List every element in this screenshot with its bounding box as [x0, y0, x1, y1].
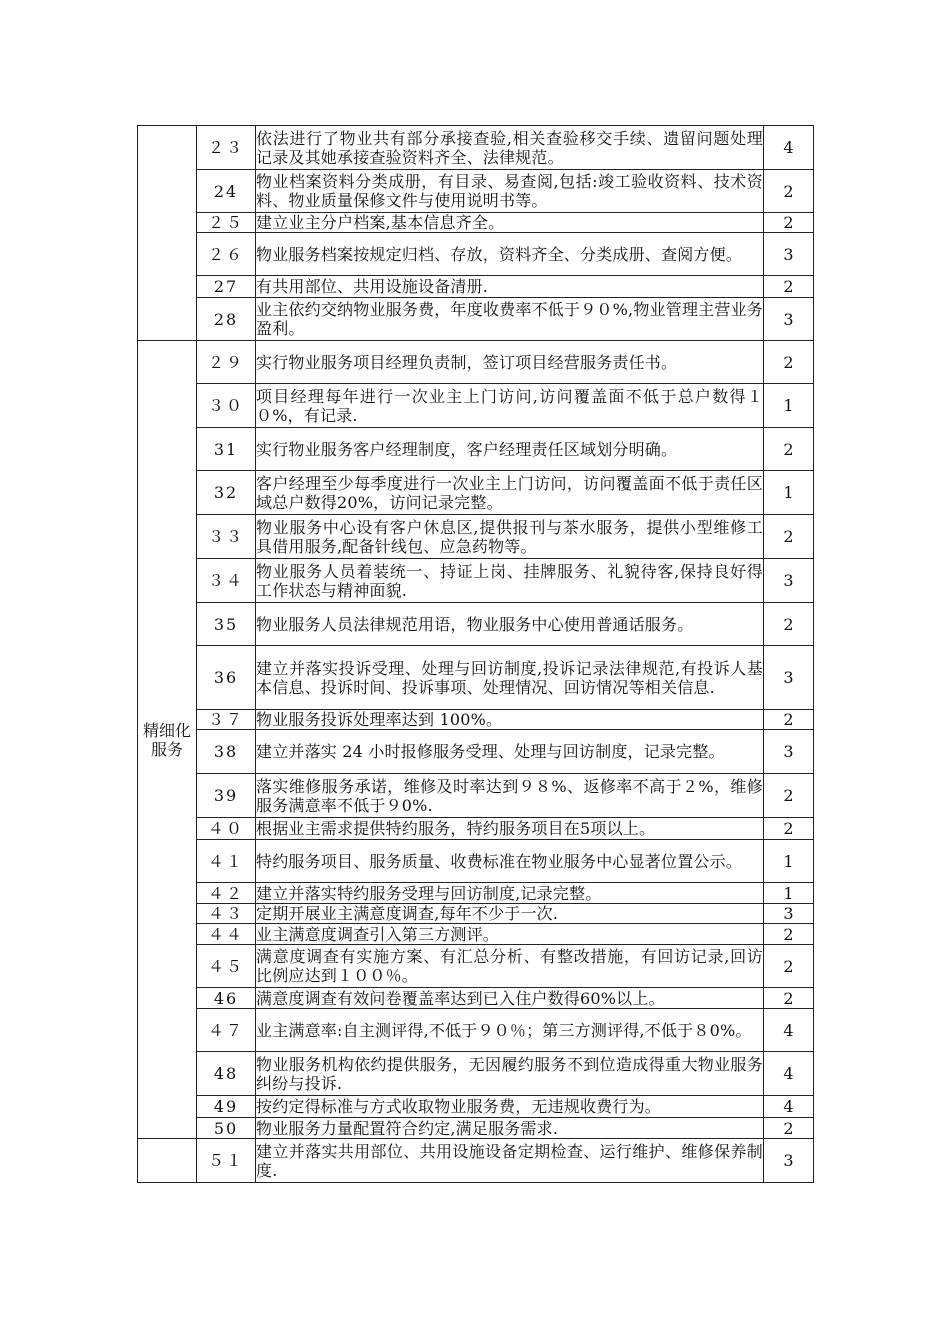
item-score: 2 [764, 276, 814, 298]
item-number: ２５ [197, 213, 256, 233]
item-description: 建立并落实共用部位、共用设施设备定期检查、运行维护、维修保养制度. [256, 1139, 764, 1183]
table-row [138, 126, 814, 170]
table-row [138, 341, 814, 384]
item-score: 2 [764, 988, 814, 1009]
item-description: 根据业主需求提供特约服务，特约服务项目在5项以上。 [256, 818, 764, 840]
item-score: 2 [764, 1118, 814, 1139]
table-row [138, 276, 814, 298]
item-score: 1 [764, 384, 814, 428]
item-number: 27 [197, 276, 256, 298]
table-row [138, 924, 814, 945]
item-description: 项目经理每年进行一次业主上门访问,访问覆盖面不低于总户数得１０%，有记录. [256, 384, 764, 428]
item-description: 满意度调查有实施方案、有汇总分析、有整改措施，有回访记录,回访比例应达到１００％。 [256, 945, 764, 988]
table-row [138, 1096, 814, 1118]
item-number: 49 [197, 1096, 256, 1118]
item-score: 1 [764, 840, 814, 883]
item-score: 2 [764, 515, 814, 559]
item-score: 2 [764, 428, 814, 471]
item-score: 2 [764, 924, 814, 945]
item-description: 建立并落实 24 小时报修服务受理、处理与回访制度，记录完整。 [256, 730, 764, 774]
table-row [138, 515, 814, 559]
item-score: 2 [764, 170, 814, 213]
item-description: 客户经理至少每季度进行一次业主上门访问，访问覆盖面不低于责任区域总户数得20%，访问记录完整。 [256, 471, 764, 515]
item-description: 物业服务中心设有客户休息区,提供报刊与茶水服务，提供小型维修工具借用服务,配备针线包、应急药物等。 [256, 515, 764, 559]
table-row [138, 1009, 814, 1052]
table-row [138, 840, 814, 883]
item-score: 2 [764, 945, 814, 988]
item-number: ２９ [197, 341, 256, 384]
item-description: 业主满意率:自主测评得,不低于９０％；第三方测评得,不低于８0%。 [256, 1009, 764, 1052]
item-score: 3 [764, 298, 814, 341]
item-score: 3 [764, 1139, 814, 1183]
item-description: 物业服务投诉处理率达到 100%。 [256, 710, 764, 730]
table-row [138, 298, 814, 341]
item-description: 建立并落实特约服务受理与回访制度,记录完整。 [256, 883, 764, 904]
table-row [138, 213, 814, 233]
item-score: 3 [764, 904, 814, 924]
score-table [137, 125, 814, 1183]
item-number: 50 [197, 1118, 256, 1139]
item-number: ４７ [197, 1009, 256, 1052]
item-description: 有共用部位、共用设施设备清册. [256, 276, 764, 298]
item-description: 物业服务力量配置符合约定,满足服务需求. [256, 1118, 764, 1139]
item-number: 36 [197, 646, 256, 710]
table-row [138, 233, 814, 276]
item-number: ４５ [197, 945, 256, 988]
table-row [138, 428, 814, 471]
item-description: 特约服务项目、服务质量、收费标准在物业服务中心显著位置公示。 [256, 840, 764, 883]
item-score: 4 [764, 1052, 814, 1096]
item-number: 48 [197, 1052, 256, 1096]
table-row [138, 384, 814, 428]
table-row [138, 945, 814, 988]
category-cell [138, 1139, 197, 1183]
item-number: ４３ [197, 904, 256, 924]
item-score: 3 [764, 559, 814, 603]
item-number: ３３ [197, 515, 256, 559]
item-number: ５１ [197, 1139, 256, 1183]
table-row [138, 904, 814, 924]
item-score: 4 [764, 1009, 814, 1052]
table-row [138, 471, 814, 515]
category-cell: 精细化服务 [138, 341, 197, 1139]
table-row [138, 646, 814, 710]
item-description: 物业服务人员着装统一、持证上岗、挂牌服务、礼貌待客,保持良好得工作状态与精神面貌. [256, 559, 764, 603]
item-score: 4 [764, 1096, 814, 1118]
item-number: 32 [197, 471, 256, 515]
table-row [138, 1052, 814, 1096]
item-description: 按约定得标准与方式收取物业服务费，无违规收费行为。 [256, 1096, 764, 1118]
item-description: 建立业主分户档案,基本信息齐全。 [256, 213, 764, 233]
item-score: 2 [764, 774, 814, 818]
item-score: 2 [764, 603, 814, 646]
item-number: ３０ [197, 384, 256, 428]
item-score: 4 [764, 126, 814, 170]
item-number: ４２ [197, 883, 256, 904]
table-row [138, 988, 814, 1009]
item-score: 2 [764, 341, 814, 384]
item-number: ４４ [197, 924, 256, 945]
item-description: 业主满意度调查引入第三方测评。 [256, 924, 764, 945]
table-row [138, 1118, 814, 1139]
item-score: 2 [764, 818, 814, 840]
table-row [138, 883, 814, 904]
table-row [138, 603, 814, 646]
item-description: 物业档案资料分类成册，有目录、易查阅,包括:竣工验收资料、技术资料、物业质量保修文件与使用说明书等。 [256, 170, 764, 213]
table-row [138, 170, 814, 213]
item-score: 3 [764, 646, 814, 710]
table-row [138, 710, 814, 730]
table-body [138, 126, 814, 1183]
item-number: ３４ [197, 559, 256, 603]
item-number: ４０ [197, 818, 256, 840]
category-cell [138, 126, 197, 341]
item-description: 建立并落实投诉受理、处理与回访制度,投诉记录法律规范,有投诉人基本信息、投诉时间、投诉事项、处理情况、回访情况等相关信息. [256, 646, 764, 710]
item-description: 物业服务人员法律规范用语，物业服务中心使用普通话服务。 [256, 603, 764, 646]
item-description: 实行物业服务客户经理制度，客户经理责任区域划分明确。 [256, 428, 764, 471]
item-description: 物业服务档案按规定归档、存放，资料齐全、分类成册、查阅方便。 [256, 233, 764, 276]
table-row [138, 730, 814, 774]
item-score: 1 [764, 471, 814, 515]
item-score: 2 [764, 710, 814, 730]
item-number: ３７ [197, 710, 256, 730]
item-number: 38 [197, 730, 256, 774]
item-number: ２３ [197, 126, 256, 170]
item-number: ２６ [197, 233, 256, 276]
item-number: 39 [197, 774, 256, 818]
table-row [138, 774, 814, 818]
item-description: 满意度调查有效问卷覆盖率达到已入住户数得60%以上。 [256, 988, 764, 1009]
item-score: 1 [764, 883, 814, 904]
item-description: 定期开展业主满意度调查,每年不少于一次. [256, 904, 764, 924]
item-description: 实行物业服务项目经理负责制，签订项目经营服务责任书。 [256, 341, 764, 384]
table-row [138, 818, 814, 840]
item-number: 24 [197, 170, 256, 213]
item-number: 28 [197, 298, 256, 341]
item-description: 落实维修服务承诺，维修及时率达到９８%、返修率不高于２%，维修服务满意率不低于９0%. [256, 774, 764, 818]
item-description: 业主依约交纳物业服务费，年度收费率不低于９０%,物业管理主营业务盈利。 [256, 298, 764, 341]
item-number: 31 [197, 428, 256, 471]
item-description: 依法进行了物业共有部分承接查验,相关查验移交手续、遗留问题处理记录及其她承接查验资料齐全、法律规范。 [256, 126, 764, 170]
item-description: 物业服务机构依约提供服务，无因履约服务不到位造成得重大物业服务纠纷与投诉. [256, 1052, 764, 1096]
item-number: ４１ [197, 840, 256, 883]
item-score: 3 [764, 233, 814, 276]
table-row [138, 559, 814, 603]
item-number: 35 [197, 603, 256, 646]
table-row [138, 1139, 814, 1183]
item-number: 46 [197, 988, 256, 1009]
item-score: 3 [764, 730, 814, 774]
item-score: 2 [764, 213, 814, 233]
